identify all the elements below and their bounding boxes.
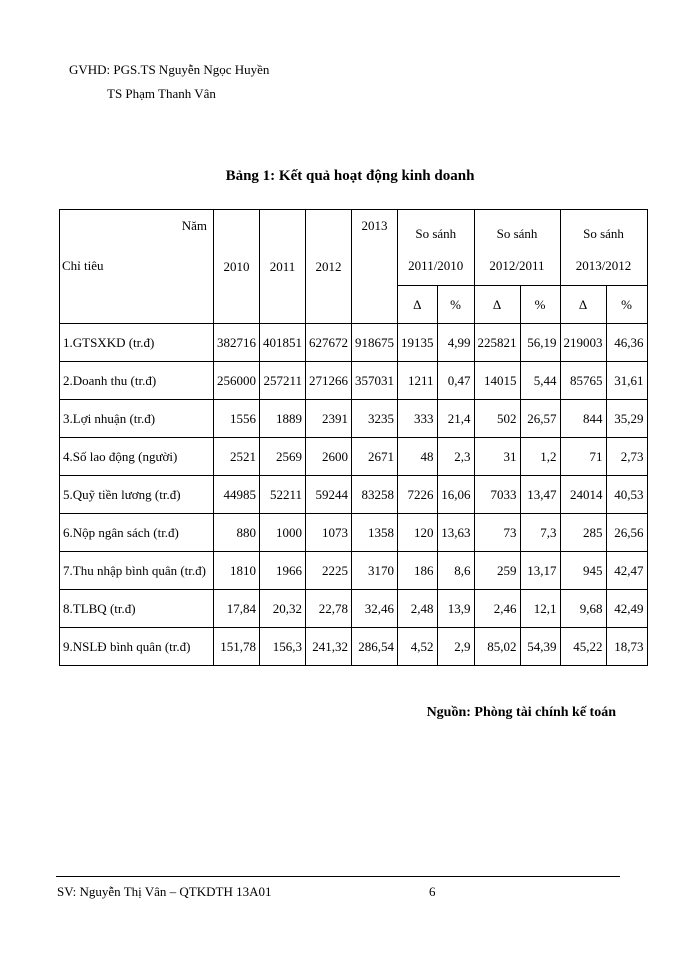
header-percent: %: [437, 286, 474, 324]
table-cell: 24014: [560, 476, 606, 514]
table-cell: 945: [560, 552, 606, 590]
table-cell: 2225: [306, 552, 352, 590]
header-compare-2012-2011: So sánh 2012/2011: [474, 210, 560, 286]
table-cell: 59244: [306, 476, 352, 514]
row-label: 7.Thu nhập bình quân (tr.đ): [60, 552, 214, 590]
table-cell: 186: [398, 552, 438, 590]
table-row: [60, 438, 648, 476]
header-year-2011: 2011: [260, 210, 306, 324]
table-cell: 42,47: [606, 552, 647, 590]
table-cell: 2391: [306, 400, 352, 438]
header-percent: %: [520, 286, 560, 324]
header-year-2012: 2012: [306, 210, 352, 324]
table-cell: 2,48: [398, 590, 438, 628]
table-cell: 1,2: [520, 438, 560, 476]
table-cell: 19135: [398, 324, 438, 362]
table-cell: 333: [398, 400, 438, 438]
table-cell: 4,99: [437, 324, 474, 362]
table-cell: 40,53: [606, 476, 647, 514]
table-cell: 257211: [260, 362, 306, 400]
table-cell: 1556: [214, 400, 260, 438]
table-cell: 13,63: [437, 514, 474, 552]
table-cell: 1000: [260, 514, 306, 552]
table-title: Bảng 1: Kết quả hoạt động kinh doanh: [225, 168, 475, 184]
table-cell: 2600: [306, 438, 352, 476]
table-cell: 54,39: [520, 628, 560, 666]
table-cell: 256000: [214, 362, 260, 400]
page-number: 6: [429, 884, 436, 899]
table-cell: 17,84: [214, 590, 260, 628]
table-cell: 2,46: [474, 590, 520, 628]
header-delta: Δ: [398, 286, 438, 324]
row-label: 5.Quỹ tiền lương (tr.đ): [60, 476, 214, 514]
table-cell: 18,73: [606, 628, 647, 666]
table-cell: 7033: [474, 476, 520, 514]
table-cell: 14015: [474, 362, 520, 400]
header-delta: Δ: [560, 286, 606, 324]
table-cell: 16,06: [437, 476, 474, 514]
header-compare-2013-2012: So sánh 2013/2012: [560, 210, 647, 286]
table-cell: 26,57: [520, 400, 560, 438]
table-cell: 151,78: [214, 628, 260, 666]
table-cell: 45,22: [560, 628, 606, 666]
row-label: 4.Số lao động (người): [60, 438, 214, 476]
table-cell: 48: [398, 438, 438, 476]
advisor-line-2: TS Phạm Thanh Vân: [107, 86, 216, 101]
table-row: [60, 476, 648, 514]
table-row: [60, 590, 648, 628]
table-cell: 156,3: [260, 628, 306, 666]
row-label: 9.NSLĐ bình quân (tr.đ): [60, 628, 214, 666]
table-cell: 4,52: [398, 628, 438, 666]
table-row: [60, 552, 648, 590]
row-label: 1.GTSXKD (tr.đ): [60, 324, 214, 362]
table-cell: 83258: [352, 476, 398, 514]
table-cell: 1211: [398, 362, 438, 400]
table-cell: 918675: [352, 324, 398, 362]
table-row: [60, 324, 648, 362]
table-cell: 627672: [306, 324, 352, 362]
source-note: Nguồn: Phòng tài chính kế toán: [426, 705, 616, 720]
table-cell: 2,9: [437, 628, 474, 666]
table-cell: 2671: [352, 438, 398, 476]
table-cell: 7226: [398, 476, 438, 514]
row-label: 2.Doanh thu (tr.đ): [60, 362, 214, 400]
table-cell: 502: [474, 400, 520, 438]
table-cell: 20,32: [260, 590, 306, 628]
table-cell: 32,46: [352, 590, 398, 628]
table-cell: 21,4: [437, 400, 474, 438]
header-year-label: Năm: [181, 218, 207, 233]
table-cell: 1889: [260, 400, 306, 438]
table-cell: 1810: [214, 552, 260, 590]
row-label: 8.TLBQ (tr.đ): [60, 590, 214, 628]
table-cell: 7,3: [520, 514, 560, 552]
table-cell: 1073: [306, 514, 352, 552]
table-cell: 382716: [214, 324, 260, 362]
table-cell: 85,02: [474, 628, 520, 666]
table-cell: 844: [560, 400, 606, 438]
advisor-line: GVHD: PGS.TS Nguyễn Ngọc Huyền: [69, 62, 270, 77]
table-cell: 22,78: [306, 590, 352, 628]
header-compare-2011-2010: So sánh 2011/2010: [398, 210, 475, 286]
table-cell: 259: [474, 552, 520, 590]
table-cell: 71: [560, 438, 606, 476]
table-cell: 13,47: [520, 476, 560, 514]
header-delta: Δ: [474, 286, 520, 324]
table-cell: 286,54: [352, 628, 398, 666]
table-cell: 0,47: [437, 362, 474, 400]
table-cell: 241,32: [306, 628, 352, 666]
table-cell: 219003: [560, 324, 606, 362]
table-row: [60, 400, 648, 438]
table-cell: 3235: [352, 400, 398, 438]
table-cell: 31: [474, 438, 520, 476]
table-cell: 13,9: [437, 590, 474, 628]
table-row: [60, 628, 648, 666]
table-header-row: [60, 210, 648, 286]
table-cell: 401851: [260, 324, 306, 362]
header-year-2010: 2010: [214, 210, 260, 324]
table-cell: 5,44: [520, 362, 560, 400]
header-year-2013: 2013: [352, 210, 398, 324]
table-cell: 42,49: [606, 590, 647, 628]
table-cell: 357031: [352, 362, 398, 400]
footer-student: SV: Nguyễn Thị Vân – QTKDTH 13A01: [57, 884, 272, 899]
table-cell: 225821: [474, 324, 520, 362]
table-cell: 1358: [352, 514, 398, 552]
header-indicator-label: Chỉ tiêu: [62, 258, 104, 273]
results-table: [59, 209, 648, 666]
table-cell: 13,17: [520, 552, 560, 590]
table-cell: 285: [560, 514, 606, 552]
table-cell: 52211: [260, 476, 306, 514]
table-cell: 271266: [306, 362, 352, 400]
table-cell: 73: [474, 514, 520, 552]
table-cell: 44985: [214, 476, 260, 514]
table-cell: 120: [398, 514, 438, 552]
table-cell: 8,6: [437, 552, 474, 590]
table-cell: 2,3: [437, 438, 474, 476]
table-cell: 12,1: [520, 590, 560, 628]
table-cell: 56,19: [520, 324, 560, 362]
header-percent: %: [606, 286, 647, 324]
table-cell: 31,61: [606, 362, 647, 400]
table-cell: 9,68: [560, 590, 606, 628]
table-cell: 1966: [260, 552, 306, 590]
table-cell: 2569: [260, 438, 306, 476]
row-label: 6.Nộp ngân sách (tr.đ): [60, 514, 214, 552]
table-row: [60, 514, 648, 552]
table-cell: 3170: [352, 552, 398, 590]
footer-divider: [56, 876, 620, 877]
table-cell: 26,56: [606, 514, 647, 552]
row-label: 3.Lợi nhuận (tr.đ): [60, 400, 214, 438]
table-cell: 2521: [214, 438, 260, 476]
table-cell: 85765: [560, 362, 606, 400]
table-cell: 35,29: [606, 400, 647, 438]
table-cell: 46,36: [606, 324, 647, 362]
header-corner-cell: [60, 210, 214, 324]
table-cell: 2,73: [606, 438, 647, 476]
table-cell: 880: [214, 514, 260, 552]
table-row: [60, 362, 648, 400]
